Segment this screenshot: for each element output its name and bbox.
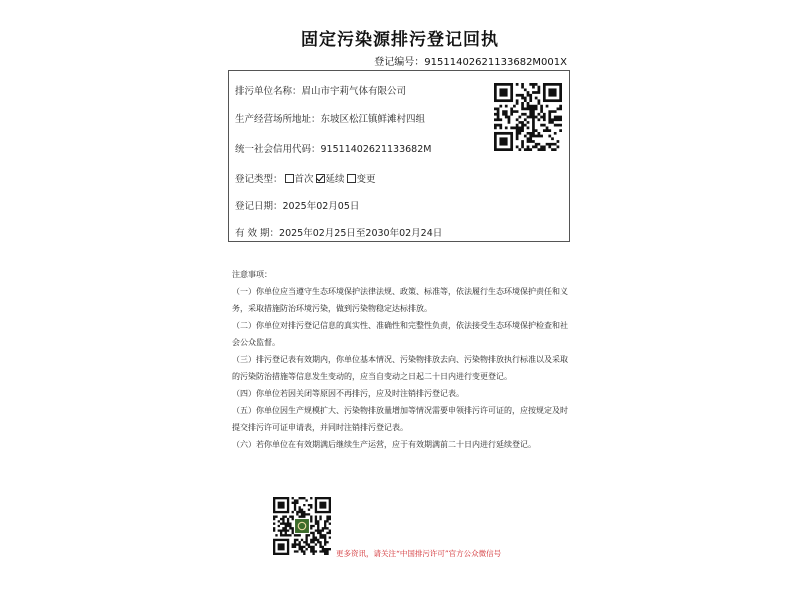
registration-type-options <box>283 174 376 185</box>
registration-number-value: 91511402621133682M001X <box>424 57 567 68</box>
validity-row <box>235 225 442 239</box>
registration-type-option: 变更 <box>356 174 376 185</box>
registration-date-label: 登记日期： <box>235 201 283 212</box>
unit-name-label: 排污单位名称： <box>235 86 302 97</box>
note-item: （三）排污登记表有效期内，你单位基本情况、污染物排放去向、污染物排放执行标准以及采取的污染防治措施等信息发生变动的，应当自变动之日起二十日内进行变更登记。 <box>232 355 568 381</box>
checkbox-icon <box>347 174 356 183</box>
credit-code-value: 91511402621133682M <box>320 144 432 155</box>
credit-code-label: 统一社会信用代码： <box>235 144 321 155</box>
validity-value: 2025年02月25日至2030年02月24日 <box>279 228 443 239</box>
qr-code-icon <box>494 83 562 151</box>
logo-icon <box>295 519 309 533</box>
note-item: （六）若你单位在有效期满后继续生产运营，应于有效期满前二十日内进行延续登记。 <box>232 440 536 449</box>
page-title: 固定污染源排污登记回执 <box>301 30 499 50</box>
unit-name-row <box>235 83 406 97</box>
note-item: （二）你单位对排污登记信息的真实性、准确性和完整性负责，依法接受生态环境保护检查和社会公众监督。 <box>232 321 568 347</box>
note-item: （一）你单位应当遵守生态环境保护法律法规、政策、标准等，依法履行生态环境保护责任和义务，采取措施防治环境污染，做到污染物稳定达标排放。 <box>232 287 568 313</box>
registration-number-label: 登记编号： <box>374 57 425 68</box>
footer-notice: 更多资讯，请关注“中国排污许可”官方公众微信号 <box>336 549 502 558</box>
registration-type-option: 首次 <box>294 174 314 185</box>
info-box <box>228 70 570 242</box>
checkbox-icon <box>285 174 294 183</box>
registration-type-option: 延续 <box>325 174 345 185</box>
notes-heading: 注意事项： <box>232 270 272 279</box>
registration-type-label: 登记类型： <box>235 174 283 185</box>
note-item: （四）你单位若因关闭等原因不再排污，应及时注销排污登记表。 <box>232 389 464 398</box>
registration-date-value: 2025年02月05日 <box>282 201 360 212</box>
validity-label: 有 效 期： <box>235 228 280 239</box>
address-value: 东坡区松江镇鲜滩村四组 <box>320 114 426 125</box>
credit-code-row <box>235 141 431 155</box>
note-item: （五）你单位因生产规模扩大、污染物排放量增加等情况需要申领排污许可证的，应按规定及时提交排污许可证申请表，并同时注销排污登记表。 <box>232 406 568 432</box>
checkbox-checked-icon <box>316 174 325 183</box>
registration-number <box>374 53 567 68</box>
wechat-qr-code-icon <box>273 497 331 555</box>
address-label: 生产经营场所地址： <box>235 114 321 125</box>
notes-section <box>232 266 572 453</box>
registration-type-row <box>235 171 376 185</box>
address-row <box>235 111 425 125</box>
registration-date-row <box>235 198 359 212</box>
unit-name-value: 眉山市宇莉气体有限公司 <box>301 86 407 97</box>
